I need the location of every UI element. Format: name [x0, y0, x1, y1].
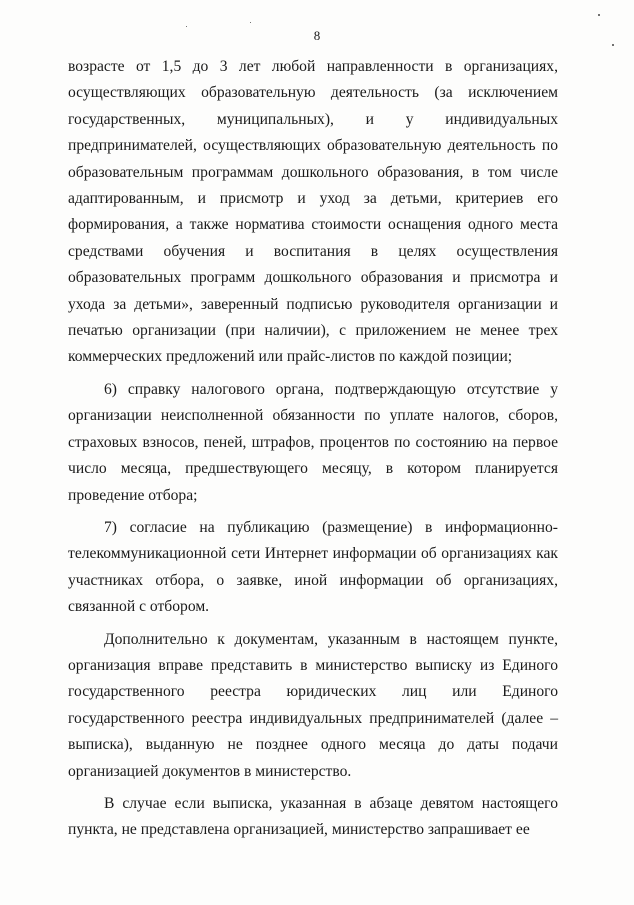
scan-speck — [186, 26, 187, 27]
scan-speck — [250, 22, 251, 23]
document-body — [68, 54, 558, 850]
paragraph-item-6: 6) справку налогового органа, подтверждающую отсутствие у организации неисполненной обязанности по уплате налогов, сборов, страховых взносов, пеней, штрафов, процентов по состоянию на первое число месяца, предшествующего месяцу, в котором планируется проведение отбора; — [68, 380, 558, 504]
paragraph-continuation: возрасте от 1,5 до 3 лет любой направленности в организациях, осуществляющих образовательную деятельность (за исключением государственных, муниципальных), и у индивидуальных предпринимателей, осуществляющих образовательную деятельность по образовательным программам дошкольного образования, в том числе адаптированным, и присмотр и уход за детьми, критериев его формирования, а также норматива стоимости оснащения одного места средствами обучения и воспитания в целях осуществления образовательных программ дошкольного образования и присмотра и ухода за детьми», заверенный подписью руководителя организации и печатью организации (при наличии), с приложением не менее трех коммерческих предложений или прайс-листов по каждой позиции; — [68, 58, 558, 366]
page-number: 8 — [313, 28, 321, 43]
scan-speck — [598, 14, 600, 16]
scan-speck — [612, 44, 614, 46]
paragraph-additional-documents: Дополнительно к документам, указанным в настоящем пункте, организация вправе представить в министерство выписку из Единого государственного реестра юридических лиц или Единого государственного реестра индивидуальных предпринимателей (далее – выписка), выданную не позднее одного месяца до даты подачи организацией документов в министерство. — [68, 630, 558, 780]
paragraph-extract-request: В случае если выписка, указанная в абзаце девятом настоящего пункта, не представлена организацией, министерство запрашивает ее — [68, 794, 558, 839]
paragraph-item-7: 7) согласие на публикацию (размещение) в информационно-телекоммуникационной сети Интернет информации об организациях как участниках отбора, о заявке, иной информации об организациях, связанной с отбором. — [68, 518, 558, 616]
